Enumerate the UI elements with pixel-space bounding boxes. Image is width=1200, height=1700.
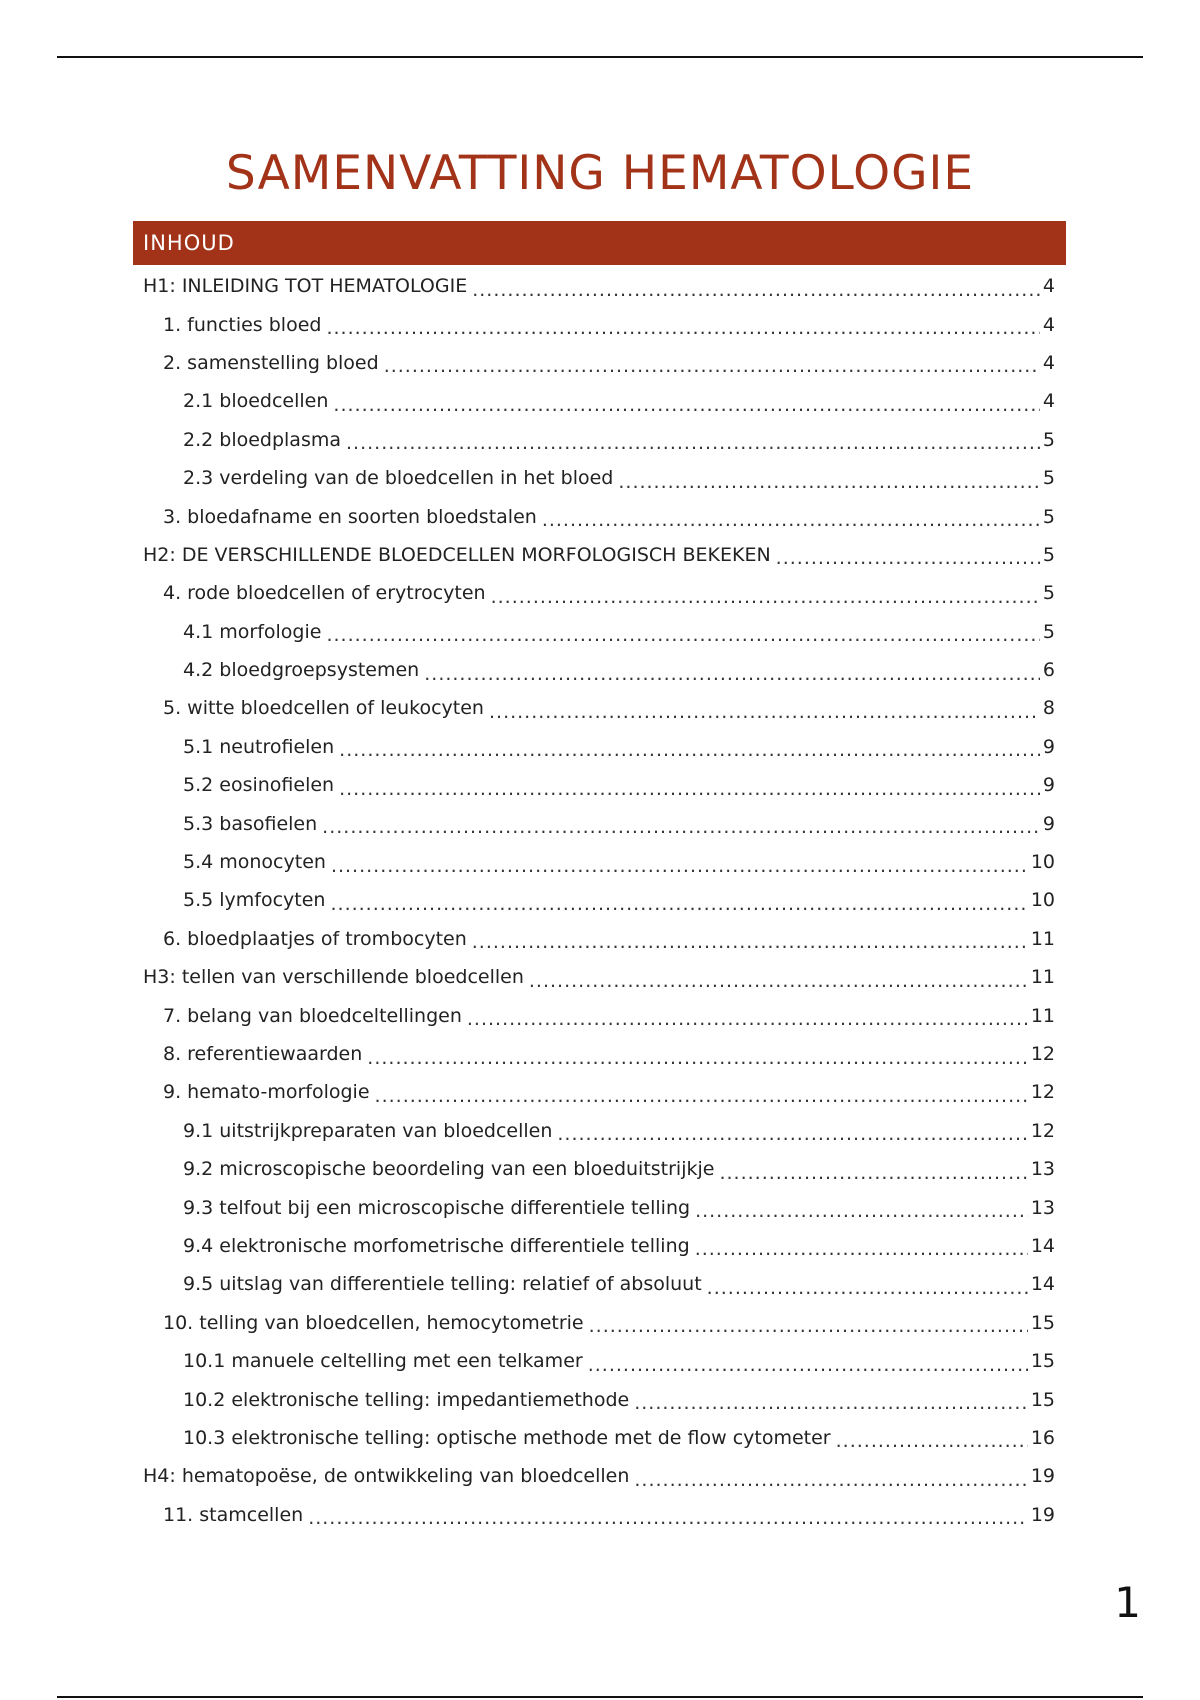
toc-dot-leader xyxy=(557,1123,1027,1142)
toc-dot-leader xyxy=(326,624,1039,643)
toc-entry-label: 4.1 morfologie xyxy=(183,620,322,643)
toc-dot-leader xyxy=(333,394,1040,413)
toc-entry-label: 9.4 elektronische morfometrische differentiele telling xyxy=(183,1234,690,1257)
toc-entry[interactable] xyxy=(0,920,1200,958)
toc-entry[interactable] xyxy=(0,267,1200,305)
document-title: SAMENVATTING HEMATOLOGIE xyxy=(225,146,975,201)
toc-dot-leader xyxy=(472,279,1040,298)
toc-entry[interactable] xyxy=(0,382,1200,420)
toc-entry-page: 19 xyxy=(1030,1503,1055,1526)
toc-dot-leader xyxy=(776,547,1040,566)
toc-entry-page: 4 xyxy=(1042,275,1055,298)
toc-entry[interactable] xyxy=(0,459,1200,497)
toc-entry-label: 2.1 bloedcellen xyxy=(183,390,329,413)
toc-dot-leader xyxy=(836,1430,1028,1449)
table-of-contents xyxy=(0,267,1200,1534)
toc-entry-label: 4. rode bloedcellen of erytrocyten xyxy=(163,582,486,605)
toc-entry-page: 10 xyxy=(1030,889,1055,912)
toc-entry[interactable] xyxy=(0,804,1200,842)
toc-entry-page: 4 xyxy=(1042,390,1055,413)
toc-entry[interactable] xyxy=(0,1035,1200,1073)
toc-entry-page: 9 xyxy=(1042,774,1055,797)
toc-dot-leader xyxy=(472,931,1028,950)
toc-entry-page: 11 xyxy=(1030,966,1055,989)
toc-entry-label: H1: INLEIDING TOT HEMATOLOGIE xyxy=(143,275,468,298)
toc-dot-leader xyxy=(489,701,1040,720)
toc-entry-label: 5.2 eosinofielen xyxy=(183,774,335,797)
toc-entry-page: 6 xyxy=(1042,659,1055,682)
toc-entry-label: 9.3 telfout bij een microscopische differentiele telling xyxy=(183,1196,691,1219)
toc-entry-label: 9.2 microscopische beoordeling van een bloeduitstrijkje xyxy=(183,1158,715,1181)
toc-dot-leader xyxy=(367,1047,1028,1066)
toc-dot-leader xyxy=(695,1200,1028,1219)
toc-entry-page: 5 xyxy=(1042,582,1055,605)
toc-entry-label: 8. referentiewaarden xyxy=(163,1043,363,1065)
toc-entry-page: 11 xyxy=(1030,927,1055,950)
toc-heading: INHOUD xyxy=(133,221,1066,265)
toc-entry-page: 19 xyxy=(1030,1465,1055,1488)
toc-dot-leader xyxy=(634,1469,1027,1488)
toc-entry-page: 14 xyxy=(1030,1234,1055,1257)
toc-entry[interactable] xyxy=(0,651,1200,689)
toc-dot-leader xyxy=(588,1354,1028,1373)
toc-entry[interactable] xyxy=(0,344,1200,382)
toc-dot-leader xyxy=(330,893,1027,912)
toc-dot-leader xyxy=(491,586,1040,605)
toc-entry-page: 11 xyxy=(1030,1004,1055,1027)
toc-entry-page: 8 xyxy=(1042,697,1055,720)
toc-dot-leader xyxy=(384,355,1040,374)
toc-entry[interactable] xyxy=(0,1342,1200,1380)
toc-entry-label: 10.1 manuele celtelling met een telkamer xyxy=(183,1350,583,1373)
toc-entry[interactable] xyxy=(0,1380,1200,1418)
toc-entry[interactable] xyxy=(0,996,1200,1034)
toc-entry-label: 11. stamcellen xyxy=(163,1503,304,1526)
toc-entry-label: 5.3 basofielen xyxy=(183,812,318,835)
toc-dot-leader xyxy=(424,663,1040,682)
toc-entry-page: 13 xyxy=(1030,1158,1055,1181)
toc-entry[interactable] xyxy=(0,1073,1200,1111)
toc-dot-leader xyxy=(326,317,1039,336)
toc-entry-page: 9 xyxy=(1042,812,1055,835)
header-rule xyxy=(57,56,1143,58)
toc-entry-label: 5.1 neutrofielen xyxy=(183,735,335,758)
toc-entry-label: 1. functies bloed xyxy=(163,313,322,336)
toc-dot-leader xyxy=(634,1392,1028,1411)
toc-entry-label: 10. telling van bloedcellen, hemocytometrie xyxy=(163,1311,584,1334)
toc-entry-page: 15 xyxy=(1030,1311,1055,1334)
toc-entry-page: 12 xyxy=(1030,1081,1055,1104)
toc-dot-leader xyxy=(346,432,1040,451)
toc-dot-leader xyxy=(339,778,1040,797)
toc-entry-page: 4 xyxy=(1042,351,1055,374)
toc-entry[interactable] xyxy=(0,1457,1200,1495)
toc-entry[interactable] xyxy=(0,613,1200,651)
toc-entry-label: 7. belang van bloedceltellingen xyxy=(163,1004,462,1027)
toc-dot-leader xyxy=(542,509,1040,528)
toc-entry[interactable] xyxy=(0,1112,1200,1150)
toc-entry[interactable] xyxy=(0,305,1200,343)
toc-entry[interactable] xyxy=(0,766,1200,804)
toc-entry-page: 15 xyxy=(1030,1388,1055,1411)
toc-entry-page: 9 xyxy=(1042,735,1055,758)
toc-entry[interactable] xyxy=(0,1227,1200,1265)
toc-entry-page: 12 xyxy=(1030,1119,1055,1142)
toc-entry-label: 10.3 elektronische telling: optische methode met de flow cytometer xyxy=(183,1426,831,1449)
toc-dot-leader xyxy=(375,1085,1028,1104)
toc-entry-label: 6. bloedplaatjes of trombocyten xyxy=(163,927,467,950)
toc-entry-page: 5 xyxy=(1042,505,1055,528)
toc-entry-label: 4.2 bloedgroepsystemen xyxy=(183,659,420,682)
toc-entry-label: 10.2 elektronische telling: impedantiemethode xyxy=(183,1388,630,1411)
toc-entry[interactable] xyxy=(0,843,1200,881)
toc-dot-leader xyxy=(618,471,1040,490)
toc-entry-label: H2: DE VERSCHILLENDE BLOEDCELLEN MORFOLOGISCH BEKEKEN xyxy=(143,543,771,566)
toc-entry[interactable] xyxy=(0,1150,1200,1188)
toc-entry-label: 9.1 uitstrijkpreparaten van bloedcellen xyxy=(183,1119,553,1142)
toc-entry-page: 16 xyxy=(1030,1426,1055,1449)
toc-dot-leader xyxy=(467,1008,1028,1027)
toc-entry-page: 14 xyxy=(1030,1273,1055,1296)
toc-entry[interactable] xyxy=(0,958,1200,996)
toc-dot-leader xyxy=(339,739,1040,758)
toc-entry-page: 13 xyxy=(1030,1196,1055,1219)
toc-entry-label: 2. samenstelling bloed xyxy=(163,351,379,374)
toc-entry-label: 5. witte bloedcellen of leukocyten xyxy=(163,697,484,720)
toc-entry[interactable] xyxy=(0,728,1200,766)
toc-entry-label: 2.2 bloedplasma xyxy=(183,428,342,451)
toc-entry[interactable] xyxy=(0,574,1200,612)
toc-entry[interactable] xyxy=(0,1188,1200,1226)
toc-dot-leader xyxy=(308,1507,1028,1526)
toc-entry[interactable] xyxy=(0,1496,1200,1534)
toc-entry[interactable] xyxy=(0,497,1200,535)
toc-entry-label: 9.5 uitslag van differentiele telling: relatief of absoluut xyxy=(183,1273,702,1296)
toc-dot-leader xyxy=(529,970,1028,989)
toc-dot-leader xyxy=(331,855,1028,874)
footer-rule xyxy=(57,1696,1143,1698)
toc-entry-label: H4: hematopoëse, de ontwikkeling van bloedcellen xyxy=(143,1465,630,1488)
toc-entry-page: 5 xyxy=(1042,543,1055,566)
toc-dot-leader xyxy=(322,816,1040,835)
toc-dot-leader xyxy=(719,1162,1027,1181)
toc-entry[interactable] xyxy=(0,1419,1200,1457)
toc-entry-page: 4 xyxy=(1042,313,1055,336)
toc-entry[interactable] xyxy=(0,421,1200,459)
toc-entry-label: 9. hemato-morfologie xyxy=(163,1081,370,1104)
toc-entry-page: 5 xyxy=(1042,428,1055,451)
toc-entry[interactable] xyxy=(0,689,1200,727)
toc-entry[interactable] xyxy=(0,881,1200,919)
toc-entry[interactable] xyxy=(0,536,1200,574)
page-number: 1 xyxy=(1114,1578,1141,1627)
toc-entry-page: 5 xyxy=(1042,620,1055,643)
toc-entry[interactable] xyxy=(0,1304,1200,1342)
toc-entry-page: 12 xyxy=(1030,1043,1055,1065)
toc-entry-page: 10 xyxy=(1030,851,1055,874)
toc-entry-label: 3. bloedafname en soorten bloedstalen xyxy=(163,505,537,528)
toc-entry[interactable] xyxy=(0,1265,1200,1303)
toc-entry-label: H3: tellen van verschillende bloedcellen xyxy=(143,966,524,989)
toc-dot-leader xyxy=(695,1238,1028,1257)
toc-dot-leader xyxy=(707,1277,1028,1296)
toc-entry-label: 2.3 verdeling van de bloedcellen in het bloed xyxy=(183,467,614,490)
toc-entry-label: 5.4 monocyten xyxy=(183,851,326,874)
toc-entry-page: 15 xyxy=(1030,1350,1055,1373)
toc-entry-label: 5.5 lymfocyten xyxy=(183,889,326,912)
toc-entry-page: 5 xyxy=(1042,467,1055,490)
toc-dot-leader xyxy=(589,1315,1028,1334)
